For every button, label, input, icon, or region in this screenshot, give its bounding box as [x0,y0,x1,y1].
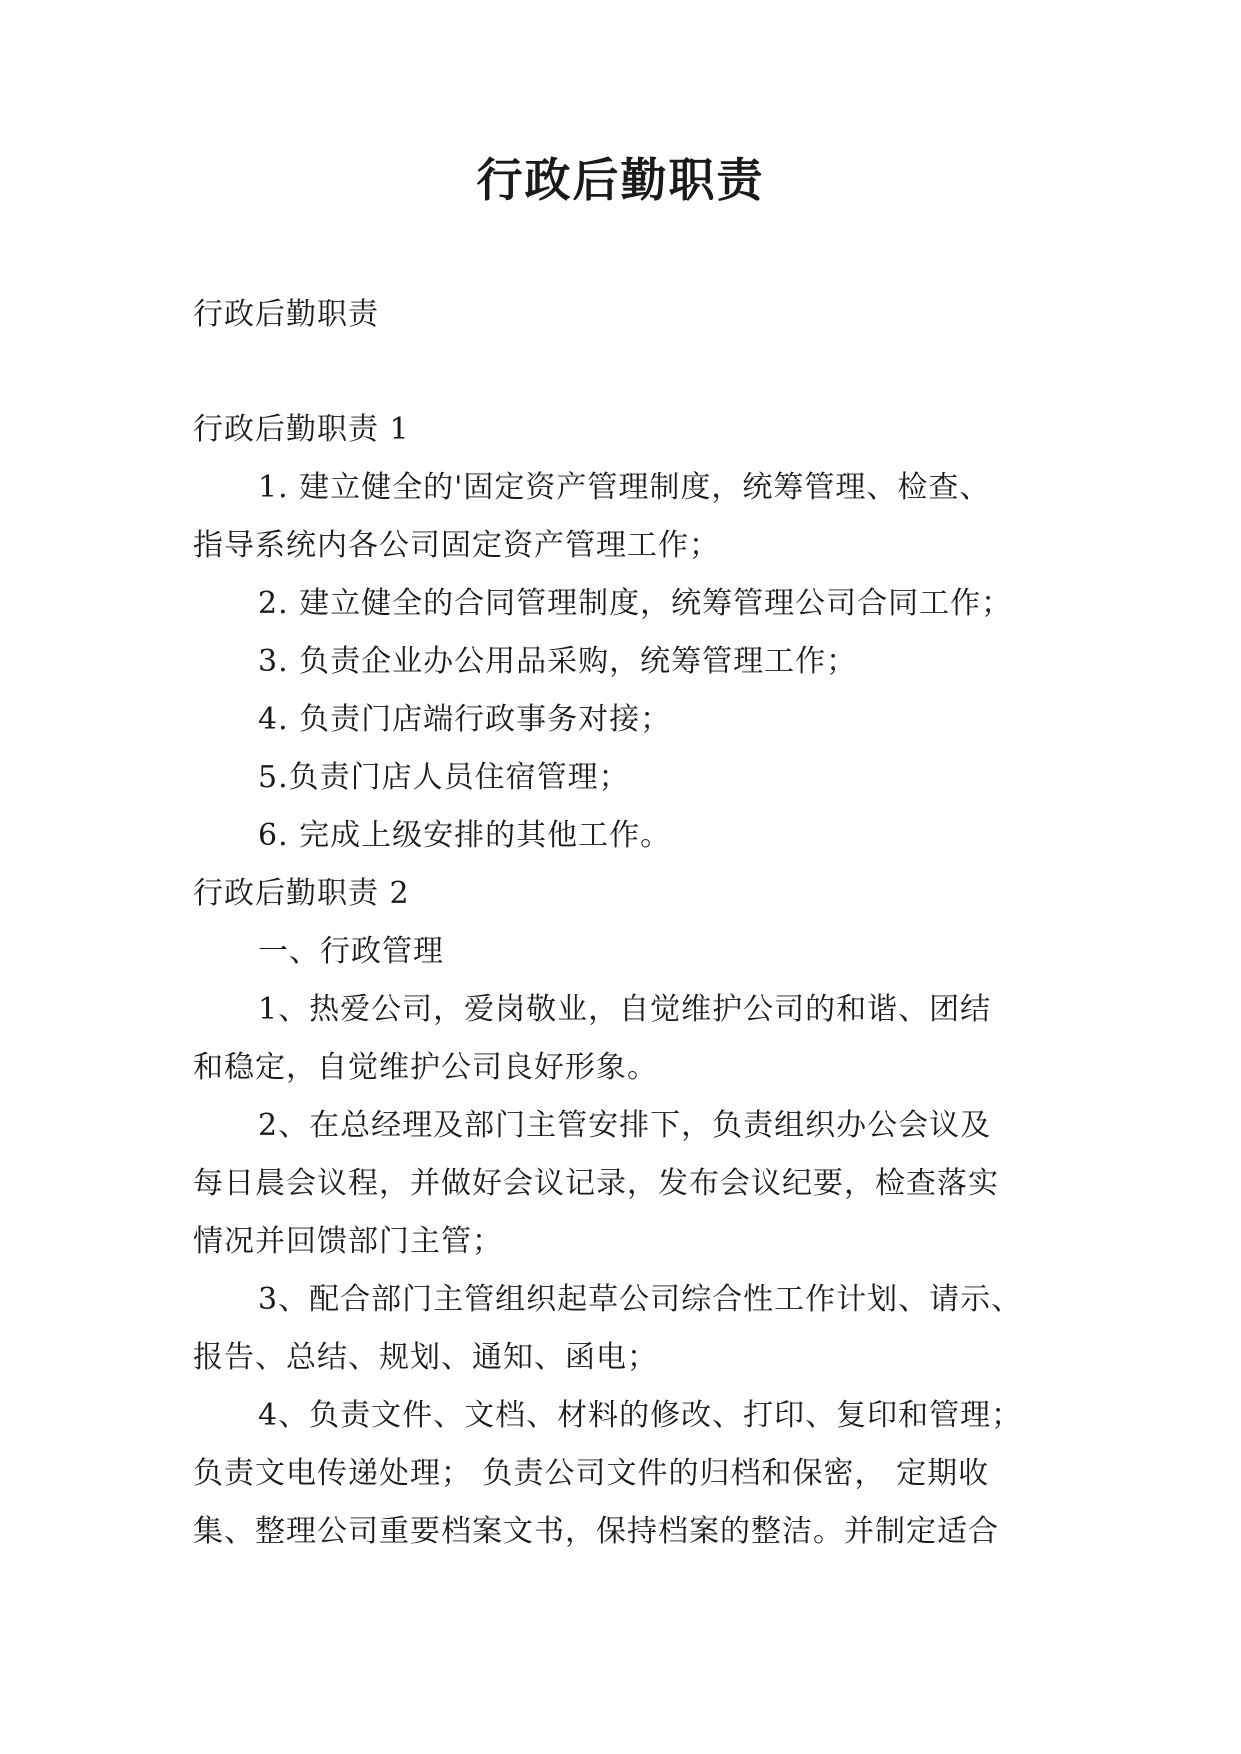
document-title: 行政后勤职责 [476,153,765,207]
section-heading-2: 行政后勤职责 2 [193,876,410,911]
paragraph-line: 1. 建立健全的'固定资产管理制度，统筹管理、检查、 [258,470,991,505]
paragraph-line: 6. 完成上级安排的其他工作。 [258,818,672,853]
paragraph-line: 报告、总结、规划、通知、函电； [193,1340,658,1375]
paragraph-line: 2. 建立健全的合同管理制度，统筹管理公司合同工作； [258,586,1013,621]
paragraph-line: 4、负责文件、文档、材料的修改、打印、复印和管理； [258,1398,1023,1433]
paragraph-line: 每日晨会议程，并做好会议记录，发布会议纪要，检查落实 [193,1166,999,1201]
section-heading-1: 行政后勤职责 1 [193,412,410,447]
paragraph-line: 2、在总经理及部门主管安排下，负责组织办公会议及 [258,1108,992,1143]
paragraph-line: 和稳定，自觉维护公司良好形象。 [193,1050,658,1085]
paragraph-line: 3、配合部门主管组织起草公司综合性工作计划、请示、 [258,1282,1023,1317]
paragraph-line: 4. 负责门店端行政事务对接； [258,702,672,737]
paragraph-line: 负责文电传递处理； 负责公司文件的归档和保密， 定期收 [193,1456,990,1491]
paragraph-line: 情况并回馈部门主管； [193,1224,503,1259]
paragraph-line: 1、热爱公司，爱岗敬业，自觉维护公司的和谐、团结 [258,992,992,1027]
paragraph-line: 3. 负责企业办公用品采购，统筹管理工作； [258,644,858,679]
paragraph-line: 指导系统内各公司固定资产管理工作； [193,528,720,563]
subtitle: 行政后勤职责 [193,297,379,332]
paragraph-line: 集、整理公司重要档案文书，保持档案的整洁。并制定适合 [193,1514,999,1549]
paragraph-line: 5.负责门店人员住宿管理； [258,760,630,795]
subsection-heading: 一、行政管理 [258,934,444,969]
